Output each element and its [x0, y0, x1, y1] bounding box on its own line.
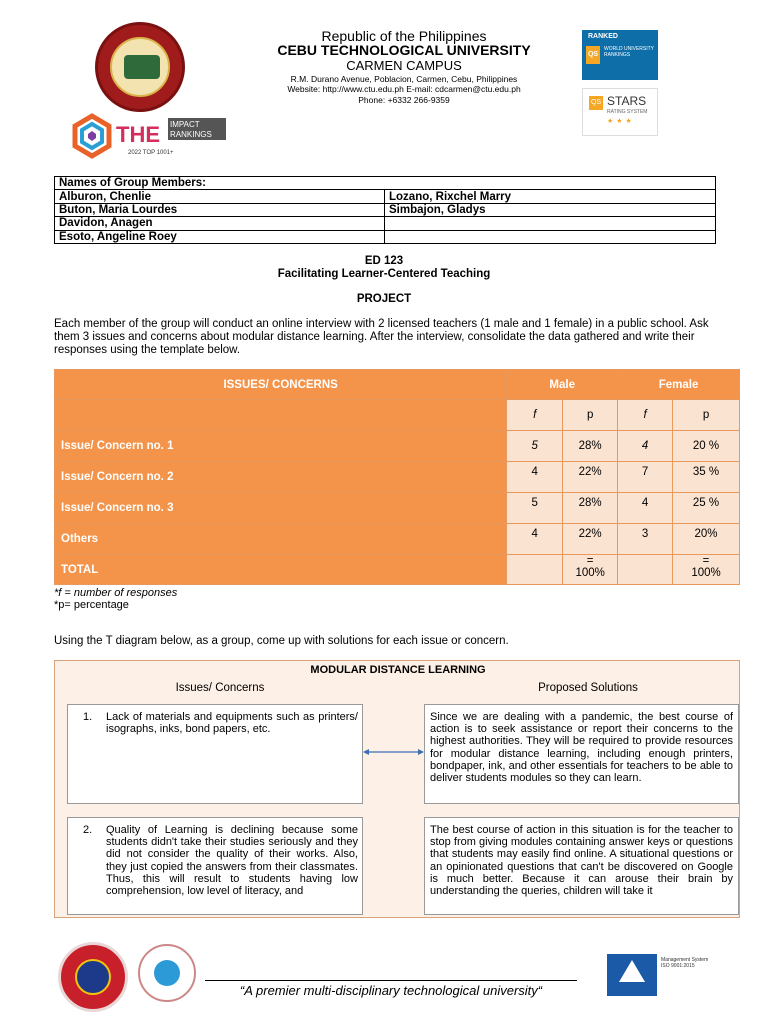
member-name: Buton, Maria Lourdes — [55, 203, 385, 216]
total-label: TOTAL — [55, 555, 507, 585]
female-p-value: 20 % — [673, 431, 740, 462]
solutions-header: Proposed Solutions — [538, 682, 638, 694]
male-f-value: 4 — [507, 524, 563, 555]
t-diagram-title: MODULAR DISTANCE LEARNING — [310, 664, 486, 676]
issue-label: Issue/ Concern no. 2 — [55, 462, 507, 493]
member-name: Esoto, Angeline Roey — [55, 230, 385, 243]
female-f-value: 4 — [618, 431, 673, 462]
star-icon: ★★★ — [607, 118, 635, 125]
project-label: PROJECT — [356, 293, 412, 305]
survey-table — [54, 369, 740, 585]
asean-logo — [58, 942, 128, 1012]
male-column-header: Male — [507, 370, 618, 400]
university-motto: “A premier multi-disciplinary technological university“ — [239, 983, 543, 998]
table-row — [55, 230, 716, 243]
header-address: R.M. Durano Avenue, Poblacion, Carmen, Cebu, Philippines — [290, 74, 518, 84]
female-p-subheader: p — [673, 400, 740, 431]
total-female-eq: = — [702, 555, 710, 567]
table-row — [55, 431, 740, 462]
issues-header: Issues/ Concerns — [175, 682, 265, 694]
qs-rating-label: RATING SYSTEM — [607, 109, 648, 115]
p-note: *p= percentage — [54, 599, 129, 611]
female-f-value: 4 — [618, 493, 673, 524]
header-contact: Website: http://www.ctu.edu.ph E-mail: cdcarmen@ctu.edu.ph — [287, 84, 521, 94]
male-p-value: 28% — [563, 493, 618, 524]
issue-text: Lack of materials and equipments such as printers/ isographs, inks, bond papers, etc. — [106, 711, 358, 736]
issue-text: Quality of Learning is declining because some students didn't take their studies seriously and they did not consider the quality of their works. Also, they just copied the answers from their classmates. Thus, this will result to students having low comprehension, low level of literacy, and — [106, 824, 358, 898]
table-row — [55, 217, 716, 230]
tuv-certification-text: Management System ISO 9001:2015 — [661, 957, 709, 969]
solution-text: Since we are dealing with a pandemic, the best course of action is to seek assistance or report their concerns to the highest authorities. They will be required to provide resources for modular distance learning, including enough printers, bondpaper, ink, and other essentials for teachers to be able to deliver students modules so they can learn. — [430, 711, 733, 785]
philippine-quality-award-logo — [138, 944, 196, 1002]
table-row — [55, 203, 716, 216]
issues-column-header: ISSUES/ CONCERNS — [55, 370, 507, 400]
project-instructions: Each member of the group will conduct an online interview with 2 licensed teachers (1 male and 1 female) in a public school. Ask them 3 issues and concerns about modular distance learning. After the interview, consolidate the data gathered and write their responses using the template below. — [54, 318, 709, 356]
table-row — [55, 493, 740, 524]
total-female-f — [618, 555, 673, 585]
female-column-header: Female — [618, 370, 740, 400]
issue-box — [67, 704, 363, 804]
header-republic: Republic of the Philippines — [321, 28, 487, 44]
total-female-value: 100% — [691, 567, 721, 579]
table-row — [55, 462, 740, 493]
member-name: Alburon, Chenlie — [55, 190, 385, 203]
header-university-name: CEBU TECHNOLOGICAL UNIVERSITY — [277, 42, 531, 58]
t-diagram — [54, 660, 740, 918]
male-f-value: 5 — [507, 493, 563, 524]
member-name: Lozano, Rixchel Marry — [385, 190, 716, 203]
member-name — [385, 230, 716, 243]
total-female-p — [673, 555, 740, 585]
t-diagram-instruction: Using the T diagram below, as a group, come up with solutions for each issue or concern. — [54, 635, 509, 647]
the-impact-text: IMPACT — [170, 120, 200, 129]
f-note: *f = number of responses — [54, 587, 178, 599]
double-arrow-icon — [363, 747, 424, 757]
table-row — [55, 190, 716, 203]
qs-stars-label: STARS — [607, 94, 647, 108]
the-impact-rankings-logo — [70, 112, 230, 160]
header-phone: Phone: +6332 266-9359 — [358, 95, 450, 105]
solution-box — [424, 704, 739, 804]
male-f-subheader: f — [507, 400, 563, 431]
member-name: Davidon, Anagen — [55, 217, 385, 230]
male-f-value: 4 — [507, 462, 563, 493]
qs-ranked-box: QS — [586, 46, 600, 64]
female-f-value: 7 — [618, 462, 673, 493]
total-male-f — [507, 555, 563, 585]
issue-label: Issue/ Concern no. 3 — [55, 493, 507, 524]
female-p-value: 20% — [673, 524, 740, 555]
qs-stars-box: QS — [589, 96, 603, 110]
tuv-certification-logo — [607, 954, 657, 996]
member-name — [385, 217, 716, 230]
total-male-value: 100% — [575, 567, 605, 579]
total-row — [55, 555, 740, 585]
qs-ranked-label: RANKED — [588, 33, 618, 40]
the-rankings-text: RANKINGS — [170, 130, 212, 139]
svg-text:THE: THE — [116, 122, 160, 147]
item-number: 1. — [83, 711, 93, 723]
female-p-value: 25 % — [673, 493, 740, 524]
qs-ranked-badge — [582, 30, 658, 80]
course-code: ED 123 — [364, 255, 404, 267]
solution-text: The best course of action in this situation is for the teacher to stop from giving modules containing answer keys or questions that students may easily find online. A situational questions or an opinionated questions that can't be discovered on Google is much better. Because it can arouse their brain by understanding the queries, children will take it — [430, 824, 733, 898]
male-p-value: 22% — [563, 524, 618, 555]
total-male-p — [563, 555, 618, 585]
subheader-blank — [55, 400, 507, 431]
table-notes — [54, 587, 177, 611]
member-name: Simbajon, Gladys — [385, 203, 716, 216]
female-p-value: 35 % — [673, 462, 740, 493]
male-f-value: 5 — [507, 431, 563, 462]
issue-label: Issue/ Concern no. 1 — [55, 431, 507, 462]
male-p-value: 22% — [563, 462, 618, 493]
table-row — [55, 524, 740, 555]
male-p-value: 28% — [563, 431, 618, 462]
course-title: Facilitating Learner-Centered Teaching — [277, 268, 491, 280]
the-top-text: 2022 TOP 1001+ — [128, 150, 174, 156]
female-f-subheader: f — [618, 400, 673, 431]
issue-label: Others — [55, 524, 507, 555]
qs-wur-label: WORLD UNIVERSITY RANKINGS — [604, 46, 654, 58]
qs-stars-badge — [582, 88, 658, 136]
footer-divider — [205, 980, 577, 981]
item-number: 2. — [83, 824, 93, 836]
solution-box — [424, 817, 739, 915]
issue-box — [67, 817, 363, 915]
group-members-table — [54, 176, 716, 244]
female-f-value: 3 — [618, 524, 673, 555]
male-p-subheader: p — [563, 400, 618, 431]
header-campus: CARMEN CAMPUS — [346, 58, 462, 73]
total-male-eq: = — [586, 555, 594, 567]
group-members-header: Names of Group Members: — [55, 177, 716, 190]
